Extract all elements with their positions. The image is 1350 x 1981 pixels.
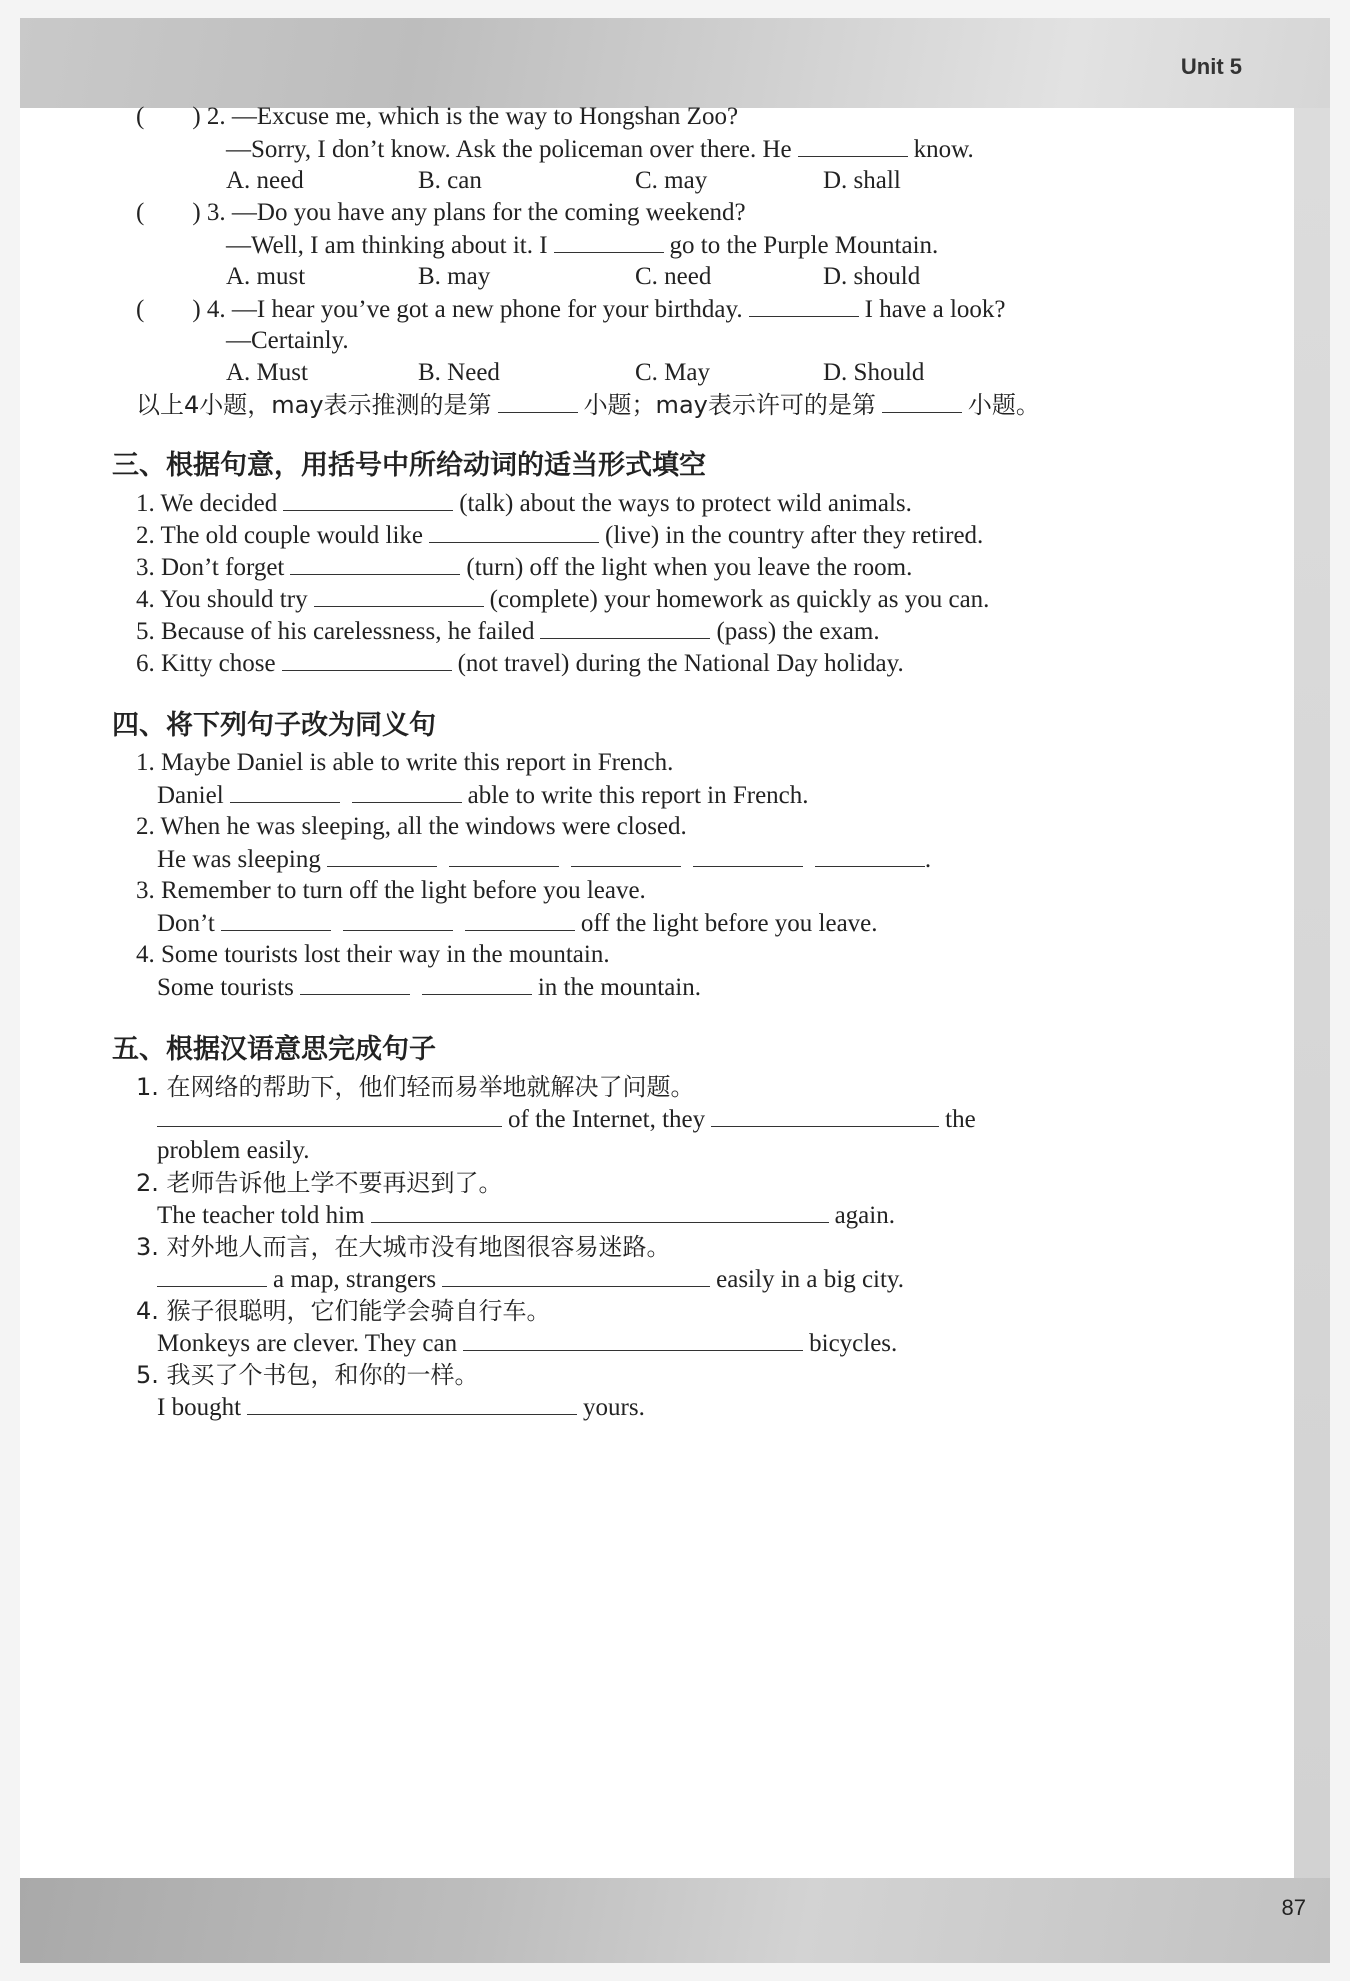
right-margin-band [1294,108,1330,1878]
s3-item-5 [136,616,880,647]
answer-blank[interactable] [429,520,599,543]
answer-blank[interactable] [465,908,575,931]
answer-blank[interactable] [815,844,925,867]
answer-blank[interactable] [371,1200,829,1223]
item-text: Daniel [157,782,224,809]
item-text: 1. We decided [136,490,278,517]
s4-item-2-question: 2. When he was sleeping, all the windows were closed. [136,813,687,840]
item-text: in the mountain. [537,974,701,1001]
answer-blank[interactable] [693,844,803,867]
s3-item-4 [136,584,989,615]
answer-blank[interactable] [711,1104,939,1127]
item-text: of the Internet, they [508,1106,706,1133]
item-text: (not travel) during the National Day holiday. [457,650,904,677]
s5-item-1-answer [157,1104,976,1135]
mc-q4-line1 [136,294,1006,325]
answer-blank[interactable] [422,972,532,995]
answer-blank[interactable] [314,584,484,607]
answer-blank[interactable] [798,134,908,157]
option-a: A. must [226,263,306,290]
mc-q3-line2 [226,230,938,261]
s5-item-3-chinese: 3. 对外地人而言，在大城市没有地图很容易迷路。 [136,1233,671,1261]
answer-blank[interactable] [221,908,331,931]
item-text: Some tourists [157,974,294,1001]
option-b: B. can [418,167,482,194]
answer-blank[interactable] [283,488,453,511]
mc-q2-line1 [136,102,738,132]
option-c: C. May [635,359,710,386]
item-text: I bought [157,1394,242,1421]
answer-blank[interactable] [352,780,462,803]
item-text: bicycles. [809,1330,898,1357]
option-a: A. Must [226,359,308,386]
answer-blank[interactable] [157,1104,502,1127]
footer-band [20,1878,1330,1963]
item-text: Don’t [157,910,215,937]
option-b: B. Need [418,359,500,386]
answer-paren-open: ( [136,103,145,130]
answer-paren-open: ( [136,199,145,226]
item-text: 3. Don’t forget [136,554,285,581]
answer-blank[interactable] [449,844,559,867]
s5-item-1-chinese: 1. 在网络的帮助下，他们轻而易举地就解决了问题。 [136,1073,695,1101]
mc-summary [136,390,1040,420]
s5-item-5-answer [157,1392,645,1423]
s4-item-1-answer [157,780,809,811]
option-d: D. should [823,263,921,290]
answer-blank[interactable] [290,552,460,575]
s5-item-1-answer-cont: problem easily. [157,1137,310,1164]
item-text: (complete) your homework as quickly as you can. [489,586,990,613]
s5-item-3-answer [157,1264,904,1295]
summary-text: 以上4小题，may表示推测的是第 [136,391,492,419]
item-text: 5. Because of his carelessness, he failed [136,618,535,645]
item-text: able to write this report in French. [467,782,809,809]
answer-blank[interactable] [300,972,410,995]
question-number: ) 3. [192,199,226,226]
answer-blank[interactable] [343,908,453,931]
item-text: 4. You should try [136,586,308,613]
item-text: 2. The old couple would like [136,522,423,549]
option-a: A. need [226,167,304,194]
answer-blank[interactable] [498,390,578,413]
item-text: off the light before you leave. [580,910,878,937]
section-4-title: 四、将下列句子改为同义句 [112,710,436,741]
s4-item-1-question: 1. Maybe Daniel is able to write this report in French. [136,749,674,776]
answer-blank[interactable] [882,390,962,413]
mc-q3-line1 [136,198,746,228]
summary-text: 小题；may表示许可的是第 [583,391,876,419]
question-text: —Do you have any plans for the coming weekend? [231,199,746,226]
workbook-page [20,18,1330,1963]
question-number: ) 2. [192,103,226,130]
question-text: —Sorry, I don’t know. Ask the policeman over there. He [226,136,792,163]
s3-item-6 [136,648,904,679]
item-text: He was sleeping [157,846,321,873]
s3-item-2 [136,520,983,551]
option-c: C. need [635,263,712,290]
s3-item-3 [136,552,912,583]
answer-blank[interactable] [540,616,710,639]
s5-item-2-chinese: 2. 老师告诉他上学不要再迟到了。 [136,1169,503,1197]
answer-blank[interactable] [554,230,664,253]
option-b: B. may [418,263,491,290]
item-text: the [945,1106,976,1133]
question-text: know. [913,136,974,163]
answer-blank[interactable] [247,1392,577,1415]
s4-item-3-question: 3. Remember to turn off the light before you leave. [136,877,646,904]
answer-paren-open: ( [136,296,145,323]
s5-item-2-answer [157,1200,895,1231]
s4-item-3-answer [157,908,878,939]
s5-item-4-chinese: 4. 猴子很聪明，它们能学会骑自行车。 [136,1297,551,1325]
s4-item-4-answer [157,972,701,1003]
question-text: —Well, I am thinking about it. I [226,232,548,259]
header-band [20,18,1330,108]
section-3-title: 三、根据句意，用括号中所给动词的适当形式填空 [112,450,706,481]
answer-blank[interactable] [327,844,437,867]
item-text: (talk) about the ways to protect wild animals. [459,490,912,517]
question-text: I have a look? [864,296,1006,323]
item-text: a map, strangers [273,1266,437,1293]
answer-blank[interactable] [749,294,859,317]
answer-blank[interactable] [442,1264,710,1287]
answer-blank[interactable] [571,844,681,867]
s5-item-5-chinese: 5. 我买了个书包，和你的一样。 [136,1361,479,1389]
item-text: (live) in the country after they retired. [605,522,984,549]
option-d: D. Should [823,359,925,386]
question-text: —Excuse me, which is the way to Hongshan Zoo? [231,103,739,130]
mc-q2-line2 [226,134,974,165]
item-text: yours. [583,1394,645,1421]
item-text: again. [834,1202,895,1229]
page-number: 87 [1281,1895,1306,1920]
s4-item-4-question: 4. Some tourists lost their way in the mountain. [136,941,610,968]
question-text: —I hear you’ve got a new phone for your birthday. [231,296,743,323]
item-text: easily in a big city. [716,1266,905,1293]
s4-item-2-answer [157,844,931,875]
answer-blank[interactable] [157,1264,267,1287]
unit-label: Unit 5 [1180,54,1242,79]
answer-blank[interactable] [282,648,452,671]
question-number: ) 4. [192,296,226,323]
answer-blank[interactable] [230,780,340,803]
summary-text: 小题。 [967,391,1040,419]
s3-item-1 [136,488,912,519]
item-text: . [924,846,932,873]
item-text: 6. Kitty chose [136,650,276,677]
mc-q4-line2: —Certainly. [226,327,349,354]
option-d: D. shall [823,167,901,194]
answer-blank[interactable] [463,1328,803,1351]
item-text: The teacher told him [157,1202,365,1229]
s5-item-4-answer [157,1328,897,1359]
section-5-title: 五、根据汉语意思完成句子 [112,1034,436,1065]
item-text: (turn) off the light when you leave the room. [466,554,913,581]
item-text: (pass) the exam. [716,618,880,645]
question-text: go to the Purple Mountain. [669,232,939,259]
option-c: C. may [635,167,708,194]
item-text: Monkeys are clever. They can [157,1330,458,1357]
